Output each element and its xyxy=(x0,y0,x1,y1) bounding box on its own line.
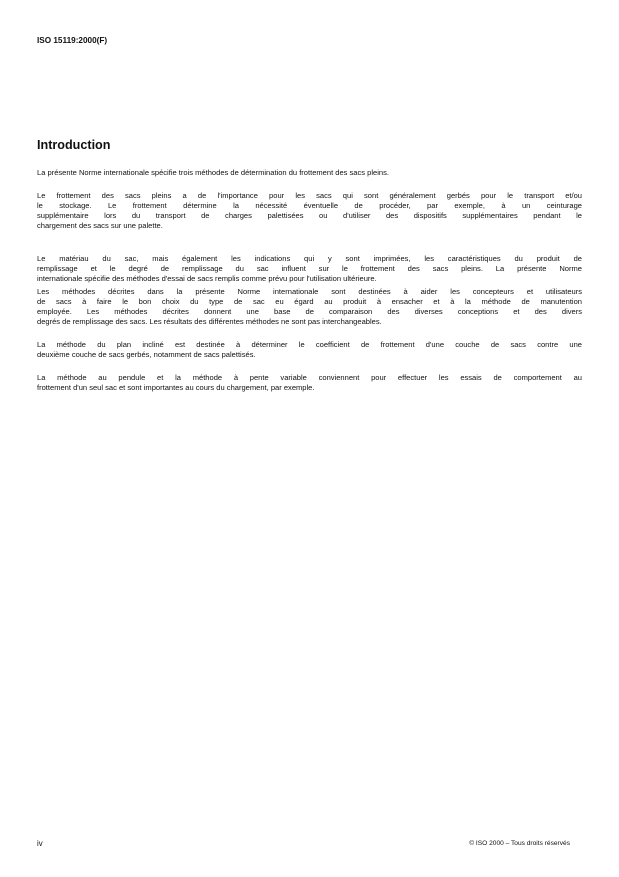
paragraph xyxy=(37,373,582,393)
text-line: La présente Norme internationale spécifie trois méthodes de détermination du frottement des sacs pleins. xyxy=(37,168,389,177)
text-line: Les méthodes décrites dans la présente Norme internationale sont destinées à aider les concepteurs et utilisateurs xyxy=(37,287,582,296)
text-line: supplémentaire lors du transport de charges palettisées ou d'utiliser des dispositifs supplémentaires pendant le xyxy=(37,211,582,220)
text-line: de sacs à faire le bon choix du type de sac eu égard au produit à ensacher et à la méthode de manutention xyxy=(37,297,582,306)
text-line: chargement des sacs sur une palette. xyxy=(37,221,163,230)
text-line: internationale spécifie des méthodes d'essai de sacs remplis comme prévu pour l'utilisation ultérieure. xyxy=(37,274,377,283)
paragraph xyxy=(37,254,582,284)
paragraph xyxy=(37,168,582,178)
section-title: Introduction xyxy=(37,138,111,152)
paragraph xyxy=(37,287,582,327)
document-id-header: ISO 15119:2000(F) xyxy=(37,36,108,45)
text-line: Le frottement des sacs pleins a de l'importance pour les sacs qui sont généralement gerbés pour le transport et/ou xyxy=(37,191,582,200)
text-line: degrés de remplissage des sacs. Les résultats des différentes méthodes ne sont pas interchangeables. xyxy=(37,317,382,326)
text-line: deuxième couche de sacs gerbés, notamment de sacs palettisés. xyxy=(37,350,256,359)
paragraph xyxy=(37,340,582,360)
text-line: employée. Les méthodes décrites donnent une base de comparaison des diverses conceptions et des divers xyxy=(37,307,582,316)
text-line: remplissage et le degré de remplissage du sac influent sur le frottement des sacs pleins. La présente Norme xyxy=(37,264,582,273)
text-line: La méthode du plan incliné est destinée à déterminer le coefficient de frottement d'une couche de sacs contre une xyxy=(37,340,582,349)
paragraph xyxy=(37,191,582,231)
text-line: frottement d'un seul sac et sont importantes au cours du chargement, par exemple. xyxy=(37,383,315,392)
page-number: iv xyxy=(37,839,43,848)
text-line: Le matériau du sac, mais également les indications qui y sont imprimées, les caractéristiques du produit de xyxy=(37,254,582,263)
copyright-notice: © ISO 2000 – Tous droits réservés xyxy=(469,840,570,847)
text-line: La méthode au pendule et la méthode à pente variable conviennent pour effectuer les essais de comportement au xyxy=(37,373,582,382)
text-line: le stockage. Le frottement détermine la nécessité éventuelle de procéder, par exemple, à un ceinturage xyxy=(37,201,582,210)
